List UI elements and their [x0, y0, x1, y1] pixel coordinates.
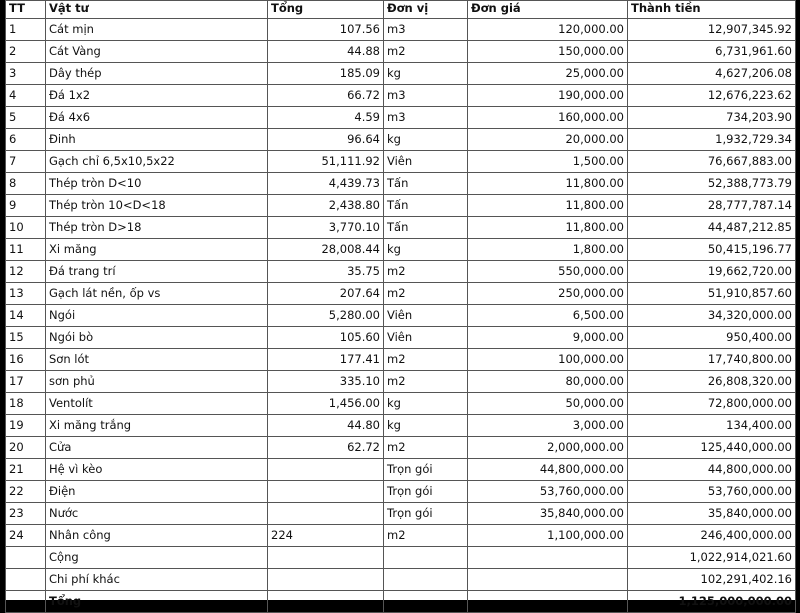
cell-tong[interactable]: 5,280.00 — [268, 305, 384, 327]
cell-tong[interactable]: 224 — [268, 525, 384, 547]
cell-don-vi[interactable]: Viên — [384, 305, 468, 327]
cell-tt[interactable]: 15 — [6, 327, 46, 349]
cell-tong[interactable]: 3,770.10 — [268, 217, 384, 239]
cell-tong[interactable]: 96.64 — [268, 129, 384, 151]
summary-row — [6, 591, 796, 613]
cell-tt[interactable]: 6 — [6, 129, 46, 151]
cell-don-vi[interactable]: m2 — [384, 349, 468, 371]
cell-thanh-tien[interactable]: 34,320,000.00 — [628, 305, 796, 327]
cell-don-vi[interactable]: m2 — [384, 437, 468, 459]
table-row — [6, 459, 796, 481]
cell-tong[interactable]: 177.41 — [268, 349, 384, 371]
cell-tong[interactable] — [268, 481, 384, 503]
cell-don-gia[interactable]: 160,000.00 — [468, 107, 628, 129]
empty-cell[interactable] — [468, 547, 628, 569]
cell-tt[interactable]: 8 — [6, 173, 46, 195]
cell-tong[interactable]: 51,111.92 — [268, 151, 384, 173]
materials-table — [5, 0, 796, 613]
header-row — [6, 1, 796, 19]
cell-don-gia[interactable]: 11,800.00 — [468, 217, 628, 239]
empty-cell[interactable] — [384, 569, 468, 591]
table-row — [6, 305, 796, 327]
cell-don-gia[interactable]: 120,000.00 — [468, 19, 628, 41]
cell-tt[interactable]: 4 — [6, 85, 46, 107]
table-row — [6, 415, 796, 437]
header-tong[interactable]: Tổng — [268, 1, 384, 19]
cell-don-gia[interactable]: 20,000.00 — [468, 129, 628, 151]
cell-don-gia[interactable]: 50,000.00 — [468, 393, 628, 415]
cell-tt[interactable]: 11 — [6, 239, 46, 261]
cell-vat-tu[interactable]: Đá trang trí — [46, 261, 268, 283]
cell-don-vi[interactable]: Viên — [384, 151, 468, 173]
table-row — [6, 63, 796, 85]
cell-vat-tu[interactable]: Cát Vàng — [46, 41, 268, 63]
cell-don-vi[interactable]: Trọn gói — [384, 481, 468, 503]
cell-thanh-tien[interactable]: 1,932,729.34 — [628, 129, 796, 151]
table-row — [6, 129, 796, 151]
cell-vat-tu[interactable]: Cửa — [46, 437, 268, 459]
summary-row — [6, 547, 796, 569]
cell-tong[interactable]: 207.64 — [268, 283, 384, 305]
summary-value[interactable]: 102,291,402.16 — [628, 569, 796, 591]
cell-thanh-tien[interactable]: 53,760,000.00 — [628, 481, 796, 503]
cell-don-vi[interactable]: Tấn — [384, 217, 468, 239]
cell-tong[interactable] — [268, 503, 384, 525]
cell-tong[interactable]: 62.72 — [268, 437, 384, 459]
cell-don-vi[interactable]: m3 — [384, 85, 468, 107]
cell-tong[interactable]: 35.75 — [268, 261, 384, 283]
table-row — [6, 41, 796, 63]
cell-don-gia[interactable]: 6,500.00 — [468, 305, 628, 327]
header-don-vi[interactable]: Đơn vị — [384, 1, 468, 19]
empty-cell[interactable] — [384, 591, 468, 613]
cell-don-vi[interactable]: kg — [384, 415, 468, 437]
cell-don-gia[interactable]: 150,000.00 — [468, 41, 628, 63]
cell-don-gia[interactable]: 2,000,000.00 — [468, 437, 628, 459]
cell-don-vi[interactable]: Trọn gói — [384, 459, 468, 481]
cell-tong[interactable]: 335.10 — [268, 371, 384, 393]
header-tt[interactable]: TT — [6, 1, 46, 19]
empty-cell[interactable] — [268, 569, 384, 591]
cell-tong[interactable]: 28,008.44 — [268, 239, 384, 261]
cell-don-vi[interactable]: m2 — [384, 525, 468, 547]
cell-don-gia[interactable]: 250,000.00 — [468, 283, 628, 305]
cell-tt[interactable]: 13 — [6, 283, 46, 305]
cell-thanh-tien[interactable]: 12,676,223.62 — [628, 85, 796, 107]
table-row — [6, 393, 796, 415]
table-row — [6, 349, 796, 371]
cell-don-gia[interactable]: 9,000.00 — [468, 327, 628, 349]
cell-tt[interactable]: 7 — [6, 151, 46, 173]
table-row — [6, 503, 796, 525]
cell-don-gia[interactable]: 53,760,000.00 — [468, 481, 628, 503]
cell-vat-tu[interactable]: sơn phủ — [46, 371, 268, 393]
cell-tt[interactable]: 17 — [6, 371, 46, 393]
cell-don-vi[interactable]: kg — [384, 393, 468, 415]
cell-vat-tu[interactable]: Điện — [46, 481, 268, 503]
cell-tt[interactable]: 24 — [6, 525, 46, 547]
table-row — [6, 261, 796, 283]
cell-tt[interactable]: 21 — [6, 459, 46, 481]
cell-thanh-tien[interactable]: 44,800,000.00 — [628, 459, 796, 481]
cell-tt[interactable]: 2 — [6, 41, 46, 63]
cell-vat-tu[interactable]: Thép tròn D>18 — [46, 217, 268, 239]
cell-thanh-tien[interactable]: 19,662,720.00 — [628, 261, 796, 283]
summary-label[interactable]: Cộng — [46, 547, 268, 569]
cell-don-vi[interactable]: Tấn — [384, 173, 468, 195]
cell-thanh-tien[interactable]: 28,777,787.14 — [628, 195, 796, 217]
empty-cell[interactable] — [268, 547, 384, 569]
cell-thanh-tien[interactable]: 134,400.00 — [628, 415, 796, 437]
cell-tt[interactable]: 10 — [6, 217, 46, 239]
cell-tt[interactable]: 22 — [6, 481, 46, 503]
cell-vat-tu[interactable]: Sơn lót — [46, 349, 268, 371]
empty-cell[interactable] — [6, 569, 46, 591]
cell-tt[interactable]: 19 — [6, 415, 46, 437]
empty-cell[interactable] — [6, 547, 46, 569]
cell-thanh-tien[interactable]: 246,400,000.00 — [628, 525, 796, 547]
summary-label[interactable]: Chi phí khác — [46, 569, 268, 591]
cell-tt[interactable]: 20 — [6, 437, 46, 459]
cell-vat-tu[interactable]: Cát mịn — [46, 19, 268, 41]
cell-tong[interactable]: 44.80 — [268, 415, 384, 437]
cell-tong[interactable]: 4,439.73 — [268, 173, 384, 195]
cell-vat-tu[interactable]: Ngói — [46, 305, 268, 327]
cell-thanh-tien[interactable]: 17,740,800.00 — [628, 349, 796, 371]
cell-tt[interactable]: 5 — [6, 107, 46, 129]
cell-thanh-tien[interactable]: 76,667,883.00 — [628, 151, 796, 173]
empty-cell[interactable] — [468, 569, 628, 591]
cell-don-vi[interactable]: m2 — [384, 41, 468, 63]
cell-don-vi[interactable]: m2 — [384, 261, 468, 283]
header-vat-tu[interactable]: Vật tư — [46, 1, 268, 19]
cell-thanh-tien[interactable]: 35,840,000.00 — [628, 503, 796, 525]
cell-vat-tu[interactable]: Ngói bò — [46, 327, 268, 349]
cell-don-gia[interactable]: 190,000.00 — [468, 85, 628, 107]
cell-tong[interactable]: 44.88 — [268, 41, 384, 63]
summary-value[interactable]: 1,125,000,000.00 — [628, 591, 796, 613]
cell-thanh-tien[interactable]: 26,808,320.00 — [628, 371, 796, 393]
cell-don-vi[interactable]: m3 — [384, 107, 468, 129]
table-row — [6, 151, 796, 173]
cell-vat-tu[interactable]: Đá 1x2 — [46, 85, 268, 107]
cell-vat-tu[interactable]: Gạch lát nền, ốp vs — [46, 283, 268, 305]
cell-tong[interactable]: 4.59 — [268, 107, 384, 129]
cell-vat-tu[interactable]: Nước — [46, 503, 268, 525]
cell-don-gia[interactable]: 25,000.00 — [468, 63, 628, 85]
table-row — [6, 107, 796, 129]
cell-tt[interactable]: 16 — [6, 349, 46, 371]
table-row — [6, 85, 796, 107]
cell-tong[interactable]: 105.60 — [268, 327, 384, 349]
cell-vat-tu[interactable]: Xi măng — [46, 239, 268, 261]
cell-don-vi[interactable]: kg — [384, 239, 468, 261]
cell-don-gia[interactable]: 100,000.00 — [468, 349, 628, 371]
cell-vat-tu[interactable]: Hệ vì kèo — [46, 459, 268, 481]
cell-don-vi[interactable]: Viên — [384, 327, 468, 349]
summary-row — [6, 569, 796, 591]
table-row — [6, 327, 796, 349]
table-row — [6, 217, 796, 239]
cell-vat-tu[interactable]: Thép tròn 10<D<18 — [46, 195, 268, 217]
cell-don-vi[interactable]: Tấn — [384, 195, 468, 217]
cell-don-vi[interactable]: m3 — [384, 19, 468, 41]
cell-tt[interactable]: 23 — [6, 503, 46, 525]
cell-tong[interactable]: 185.09 — [268, 63, 384, 85]
empty-cell[interactable] — [268, 591, 384, 613]
summary-label[interactable]: Tổng — [46, 591, 268, 613]
cell-don-gia[interactable]: 11,800.00 — [468, 173, 628, 195]
cell-vat-tu[interactable]: Gạch chỉ 6,5x10,5x22 — [46, 151, 268, 173]
cell-tt[interactable]: 3 — [6, 63, 46, 85]
cell-vat-tu[interactable]: Đá 4x6 — [46, 107, 268, 129]
cell-don-vi[interactable]: Trọn gói — [384, 503, 468, 525]
cell-tong[interactable]: 66.72 — [268, 85, 384, 107]
table-row — [6, 195, 796, 217]
cell-vat-tu[interactable]: Nhân công — [46, 525, 268, 547]
materials-cost-sheet — [5, 0, 795, 608]
empty-cell[interactable] — [468, 591, 628, 613]
table-row — [6, 239, 796, 261]
cell-don-gia[interactable]: 3,000.00 — [468, 415, 628, 437]
cell-tt[interactable]: 1 — [6, 19, 46, 41]
cell-tong[interactable]: 2,438.80 — [268, 195, 384, 217]
cell-thanh-tien[interactable]: 12,907,345.92 — [628, 19, 796, 41]
table-row — [6, 283, 796, 305]
cell-tong[interactable] — [268, 459, 384, 481]
cell-vat-tu[interactable]: Xi măng trắng — [46, 415, 268, 437]
cell-tong[interactable]: 107.56 — [268, 19, 384, 41]
cell-don-gia[interactable]: 1,500.00 — [468, 151, 628, 173]
cell-don-vi[interactable]: m2 — [384, 283, 468, 305]
summary-value[interactable]: 1,022,914,021.60 — [628, 547, 796, 569]
header-thanh-tien[interactable]: Thành tiền — [628, 1, 796, 19]
cell-thanh-tien[interactable]: 4,627,206.08 — [628, 63, 796, 85]
cell-thanh-tien[interactable]: 51,910,857.60 — [628, 283, 796, 305]
table-row — [6, 19, 796, 41]
cell-don-gia[interactable]: 44,800,000.00 — [468, 459, 628, 481]
table-row — [6, 173, 796, 195]
table-row — [6, 437, 796, 459]
cell-thanh-tien[interactable]: 734,203.90 — [628, 107, 796, 129]
cell-thanh-tien[interactable]: 6,731,961.60 — [628, 41, 796, 63]
cell-thanh-tien[interactable]: 52,388,773.79 — [628, 173, 796, 195]
cell-tt[interactable]: 9 — [6, 195, 46, 217]
cell-vat-tu[interactable]: Đinh — [46, 129, 268, 151]
header-don-gia[interactable]: Đơn giá — [468, 1, 628, 19]
table-row — [6, 371, 796, 393]
cell-vat-tu[interactable]: Dây thép — [46, 63, 268, 85]
table-row — [6, 481, 796, 503]
cell-thanh-tien[interactable]: 72,800,000.00 — [628, 393, 796, 415]
empty-cell[interactable] — [6, 591, 46, 613]
cell-thanh-tien[interactable]: 44,487,212.85 — [628, 217, 796, 239]
cell-don-gia[interactable]: 550,000.00 — [468, 261, 628, 283]
cell-tt[interactable]: 14 — [6, 305, 46, 327]
cell-don-gia[interactable]: 11,800.00 — [468, 195, 628, 217]
cell-thanh-tien[interactable]: 125,440,000.00 — [628, 437, 796, 459]
cell-don-vi[interactable]: kg — [384, 63, 468, 85]
empty-cell[interactable] — [384, 547, 468, 569]
cell-thanh-tien[interactable]: 950,400.00 — [628, 327, 796, 349]
cell-tong[interactable]: 1,456.00 — [268, 393, 384, 415]
cell-vat-tu[interactable]: Thép tròn D<10 — [46, 173, 268, 195]
cell-don-gia[interactable]: 1,100,000.00 — [468, 525, 628, 547]
cell-don-gia[interactable]: 80,000.00 — [468, 371, 628, 393]
cell-thanh-tien[interactable]: 50,415,196.77 — [628, 239, 796, 261]
cell-don-vi[interactable]: kg — [384, 129, 468, 151]
cell-vat-tu[interactable]: Ventolít — [46, 393, 268, 415]
cell-don-gia[interactable]: 1,800.00 — [468, 239, 628, 261]
table-row — [6, 525, 796, 547]
cell-don-vi[interactable]: m2 — [384, 371, 468, 393]
cell-tt[interactable]: 12 — [6, 261, 46, 283]
cell-don-gia[interactable]: 35,840,000.00 — [468, 503, 628, 525]
cell-tt[interactable]: 18 — [6, 393, 46, 415]
